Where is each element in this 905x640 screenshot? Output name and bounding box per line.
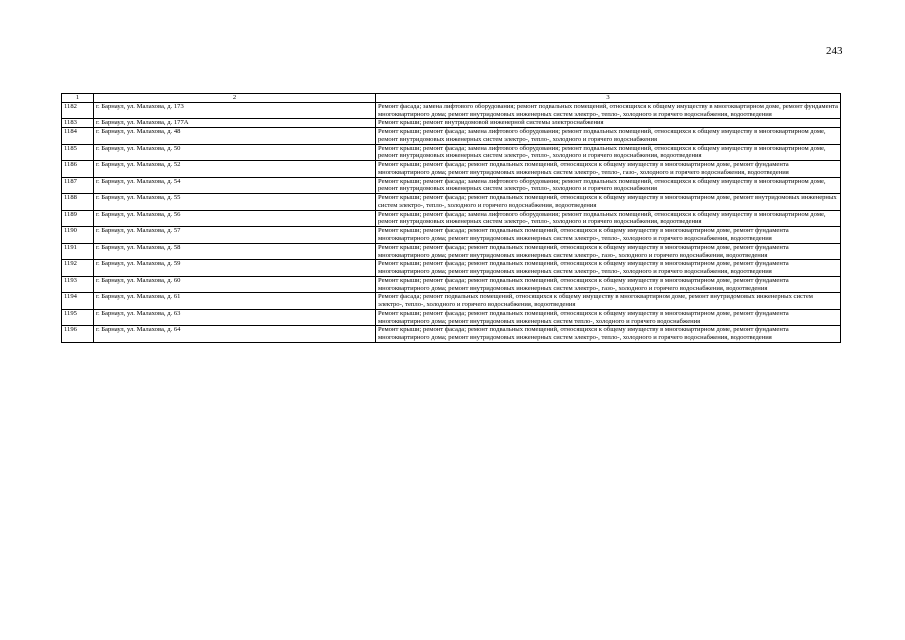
row-number-cell: 1189: [62, 210, 94, 227]
table-row: [62, 243, 841, 260]
row-number-cell: 1191: [62, 243, 94, 260]
address-cell: г. Барнаул, ул. Малахова, д. 48: [94, 128, 376, 145]
works-table: [61, 93, 841, 343]
works-cell: Ремонт крыши; ремонт внутридомовой инженерной системы электроснабжения: [376, 119, 841, 128]
address-cell: г. Барнаул, ул. Малахова, д. 52: [94, 161, 376, 178]
address-cell: г. Барнаул, ул. Малахова, д. 54: [94, 177, 376, 194]
row-number-cell: 1195: [62, 309, 94, 326]
works-cell: Ремонт крыши; ремонт фасада; замена лифтового оборудования; ремонт подвальных помещений, относящихся к общему имуществу в многоквартирном доме, ремонт внутридомовых инженерных систем электро-, тепло-, холодного и горячего водоснабжения, водоотведения: [376, 144, 841, 161]
address-cell: г. Барнаул, ул. Малахова, д. 177А: [94, 119, 376, 128]
row-number-cell: 1185: [62, 144, 94, 161]
row-number-cell: 1188: [62, 194, 94, 211]
works-cell: Ремонт крыши; ремонт фасада; ремонт подвальных помещений, относящихся к общему имуществу в многоквартирном доме, ремонт фундамента многоквартирного дома; ремонт внутридомовых инженерных систем электро-, тепло-, холодного и горячего водоснабжения, водоотведения: [376, 260, 841, 277]
row-number-cell: 1196: [62, 326, 94, 343]
table-row: [62, 260, 841, 277]
works-cell: Ремонт крыши; ремонт фасада; ремонт подвальных помещений, относящихся к общему имуществу в многоквартирном доме, ремонт фундамента многоквартирного дома; ремонт внутридомовых инженерных систем электро-, тепло-, холодного и горячего водоснабжения, водоотведения: [376, 326, 841, 343]
column-header-3: 3: [376, 94, 841, 103]
address-cell: г. Барнаул, ул. Малахова, д. 50: [94, 144, 376, 161]
address-cell: г. Барнаул, ул. Малахова, д. 173: [94, 102, 376, 119]
row-number-cell: 1184: [62, 128, 94, 145]
row-number-cell: 1190: [62, 227, 94, 244]
row-number-cell: 1186: [62, 161, 94, 178]
works-cell: Ремонт крыши; ремонт фасада; ремонт подвальных помещений, относящихся к общему имуществу в многоквартирном доме, ремонт фундамента многоквартирного дома; ремонт внутридомовых инженерных систем электро-, тепло-, газо-, холодного и горячего водоснабжения, водоотведения: [376, 161, 841, 178]
table-row: [62, 161, 841, 178]
row-number-cell: 1192: [62, 260, 94, 277]
address-cell: г. Барнаул, ул. Малахова, д. 64: [94, 326, 376, 343]
table-header-row: [62, 94, 841, 103]
address-cell: г. Барнаул, ул. Малахова, д. 59: [94, 260, 376, 277]
table-row: [62, 102, 841, 119]
table-row: [62, 128, 841, 145]
works-cell: Ремонт крыши; ремонт фасада; ремонт подвальных помещений, относящихся к общему имуществу в многоквартирном доме, ремонт внутридомовых инженерных систем электро-, тепло-, холодного и горячего водоснабжения, водоотведения: [376, 194, 841, 211]
row-number-cell: 1187: [62, 177, 94, 194]
row-number-cell: 1182: [62, 102, 94, 119]
table-row: [62, 227, 841, 244]
address-cell: г. Барнаул, ул. Малахова, д. 55: [94, 194, 376, 211]
address-cell: г. Барнаул, ул. Малахова, д. 60: [94, 276, 376, 293]
table-row: [62, 177, 841, 194]
works-cell: Ремонт фасада; ремонт подвальных помещений, относящихся к общему имуществу в многоквартирном доме, ремонт внутридомовых инженерных систем электро-, тепло-, холодного и горячего водоснабжения, водоотведения: [376, 293, 841, 310]
works-cell: Ремонт крыши; ремонт фасада; ремонт подвальных помещений, относящихся к общему имуществу в многоквартирном доме, ремонт фундамента многоквартирного дома; ремонт внутридомовых инженерных систем электро-, газо-, холодного и горячего водоснабжения, водоотведения: [376, 243, 841, 260]
address-cell: г. Барнаул, ул. Малахова, д. 61: [94, 293, 376, 310]
table-row: [62, 293, 841, 310]
works-cell: Ремонт крыши; ремонт фасада; ремонт подвальных помещений, относящихся к общему имуществу в многоквартирном доме, ремонт фундамента многоквартирного дома; ремонт внутридомовых инженерных систем электро-, газо-, холодного и горячего водоснабжения, водоотведения: [376, 276, 841, 293]
column-header-2: 2: [94, 94, 376, 103]
address-cell: г. Барнаул, ул. Малахова, д. 63: [94, 309, 376, 326]
address-cell: г. Барнаул, ул. Малахова, д. 56: [94, 210, 376, 227]
address-cell: г. Барнаул, ул. Малахова, д. 58: [94, 243, 376, 260]
table-row: [62, 144, 841, 161]
row-number-cell: 1193: [62, 276, 94, 293]
page-number: 243: [826, 45, 843, 57]
works-cell: Ремонт крыши; ремонт фасада; замена лифтового оборудования; ремонт подвальных помещений, относящихся к общему имуществу в многоквартирном доме, ремонт внутридомовых инженерных систем электро-, тепло-, холодного и горячего водоснабжения: [376, 128, 841, 145]
row-number-cell: 1183: [62, 119, 94, 128]
works-cell: Ремонт крыши; ремонт фасада; ремонт подвальных помещений, относящихся к общему имуществу в многоквартирном доме, ремонт фундамента многоквартирного дома; ремонт внутридомовых инженерных систем электро-, тепло-, холодного и горячего водоснабжения, водоотведения: [376, 227, 841, 244]
table-row: [62, 326, 841, 343]
column-header-1: 1: [62, 94, 94, 103]
works-cell: Ремонт крыши; ремонт фасада; замена лифтового оборудования; ремонт подвальных помещений, относящихся к общему имуществу в многоквартирном доме, ремонт внутридомовых инженерных систем электро-, тепло-, холодного и горячего водоснабжения, водоотведения: [376, 210, 841, 227]
works-cell: Ремонт крыши; ремонт фасада; замена лифтового оборудования; ремонт подвальных помещений, относящихся к общему имуществу в многоквартирном доме, ремонт внутридомовых инженерных систем электро-, тепло-, холодного и горячего водоснабжения: [376, 177, 841, 194]
table-row: [62, 119, 841, 128]
address-cell: г. Барнаул, ул. Малахова, д. 57: [94, 227, 376, 244]
table-row: [62, 210, 841, 227]
works-cell: Ремонт фасада; замена лифтового оборудования; ремонт подвальных помещений, относящихся к общему имуществу в многоквартирном доме, ремонт фундамента многоквартирного дома; ремонт внутридомовых инженерных систем электро-, тепло-, холодного и горячего водоснабжения, водоотведения: [376, 102, 841, 119]
table-row: [62, 309, 841, 326]
table-row: [62, 276, 841, 293]
row-number-cell: 1194: [62, 293, 94, 310]
works-cell: Ремонт крыши; ремонт фасада; ремонт подвальных помещений, относящихся к общему имуществу в многоквартирном доме, ремонт фундамента многоквартирного дома; ремонт внутридомовых инженерных систем тепло-, холодного и горячего водоснабжения: [376, 309, 841, 326]
table-row: [62, 194, 841, 211]
